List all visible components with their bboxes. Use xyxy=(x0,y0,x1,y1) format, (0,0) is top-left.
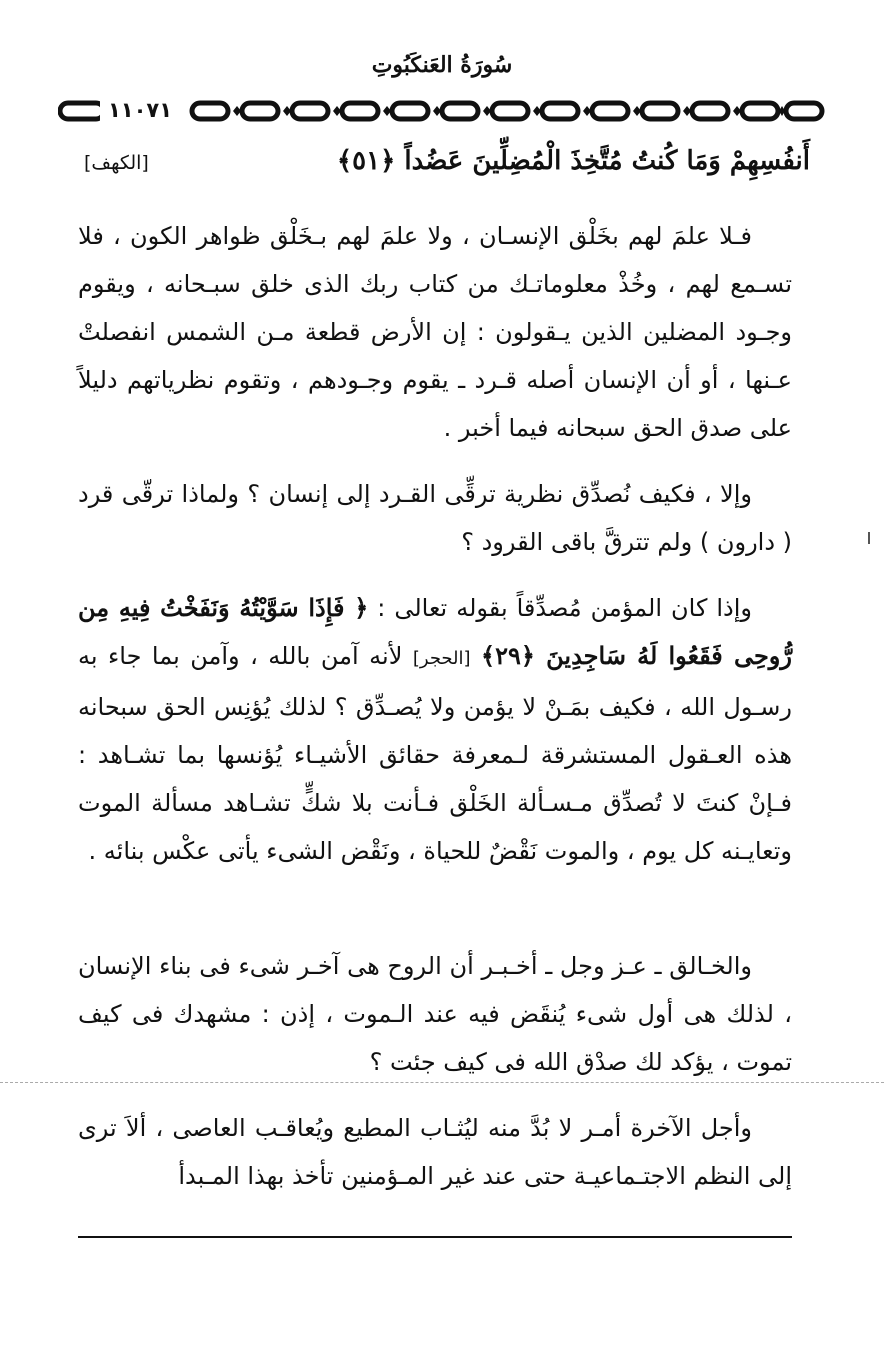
paragraph-4-text: والخـالق ـ عـز وجل ـ أخـبـر أن الروح هى آخـر شىء فى بناء الإنسان ، لذلك هى أول شىء يُنقَض فيه عند الـموت ، إذن : مشهدك فى كيف تموت ، يؤكد لك صدْق الله فى كيف جئت ؟ xyxy=(78,952,792,1076)
quran-verse-hijr: ﴿ فَإِذَا سَوَّيْتُهُ وَنَفَخْتُ فِيهِ مِن رُّوحِى فَقَعُوا لَهُ سَاجِدِينَ ﴿٢٩﴾ xyxy=(78,593,792,670)
page-number: ١١٠٧١ xyxy=(100,96,180,124)
verse-line xyxy=(60,146,810,186)
margin-mark xyxy=(868,532,870,544)
paragraph-3-start: وإذا كان المؤمن مُصدِّقاً بقوله تعالى : xyxy=(377,594,752,622)
paragraph-3 xyxy=(78,584,792,875)
paragraph-4 xyxy=(78,942,792,1086)
surah-reference-hijr: [الحجر] xyxy=(412,648,471,669)
footer-rule xyxy=(78,1236,792,1238)
paragraph-1-text: فـلا علمَ لهم بخَلْق الإنسـان ، ولا علمَ لهم بـخَلْق ظواهر الكون ، فلا تسـمع لهم ، وخُذْ معلوماتـك من كتاب ربك الذى خلق سبـحانه ، ويقوم وجـود المضلين الذين يـقولون : إن الأرض قطعة مـن الشمس انفصلتْ عـنها ، أو أن الإنسان أصله قـرد ـ يقوم وجـودهم ، وتقوم نظرياتهم دليلاً على صدق الحق سبحانه فيما أخبر . xyxy=(78,222,792,442)
paragraph-5-text: وأجل الآخرة أمـر لا بُدَّ منه ليُثـاب المطيع ويُعاقـب العاصى ، ألاَ ترى إلى النظم الاجتـماعيـة حتى عند غير المـؤمنين تأخذ بهذا المـبدأ xyxy=(78,1114,792,1190)
paragraph-1 xyxy=(78,212,792,452)
surah-title: سُورَةُ العَنكَبُوتِ xyxy=(371,52,513,78)
paragraph-2-text: وإلا ، فكيف نُصدِّق نظرية ترقِّى القـرد إلى إنسان ؟ ولماذا ترقّى قرد ( دارون ) ولم تترقَّ باقى القرود ؟ xyxy=(78,480,792,556)
surah-reference: [الكهف] xyxy=(84,152,149,174)
paragraph-5 xyxy=(78,1104,792,1200)
quran-verse: أَنفُسِهِمْ وَمَا كُنتُ مُتَّخِذَ الْمُضِلِّينَ عَضُداً ﴿٥١﴾ xyxy=(336,146,810,176)
paragraph-3-end: لأنه آمن بالله ، وآمن بما جاء به رسـول الله ، فكيف بمَـنْ لا يؤمن ولا يُصـدِّق ؟ لذلك يُؤنِس الحق سبحانه هذه العـقول المستشرقة لـمعرفة حقائق الأشيـاء يُؤنسها بما تشـاهد : فـإنْ كنتَ لا تُصدِّق مـسـألة الخَلْق فـأنت بلا شكٍّ تشـاهد مسألة الموت وتعايـنه كل يوم ، والموت نَقْضٌ للحياة ، ونَقْض الشىء يأتى عكْس بنائه . xyxy=(78,642,792,865)
ornamental-border xyxy=(58,96,826,126)
paragraph-2 xyxy=(78,470,792,566)
